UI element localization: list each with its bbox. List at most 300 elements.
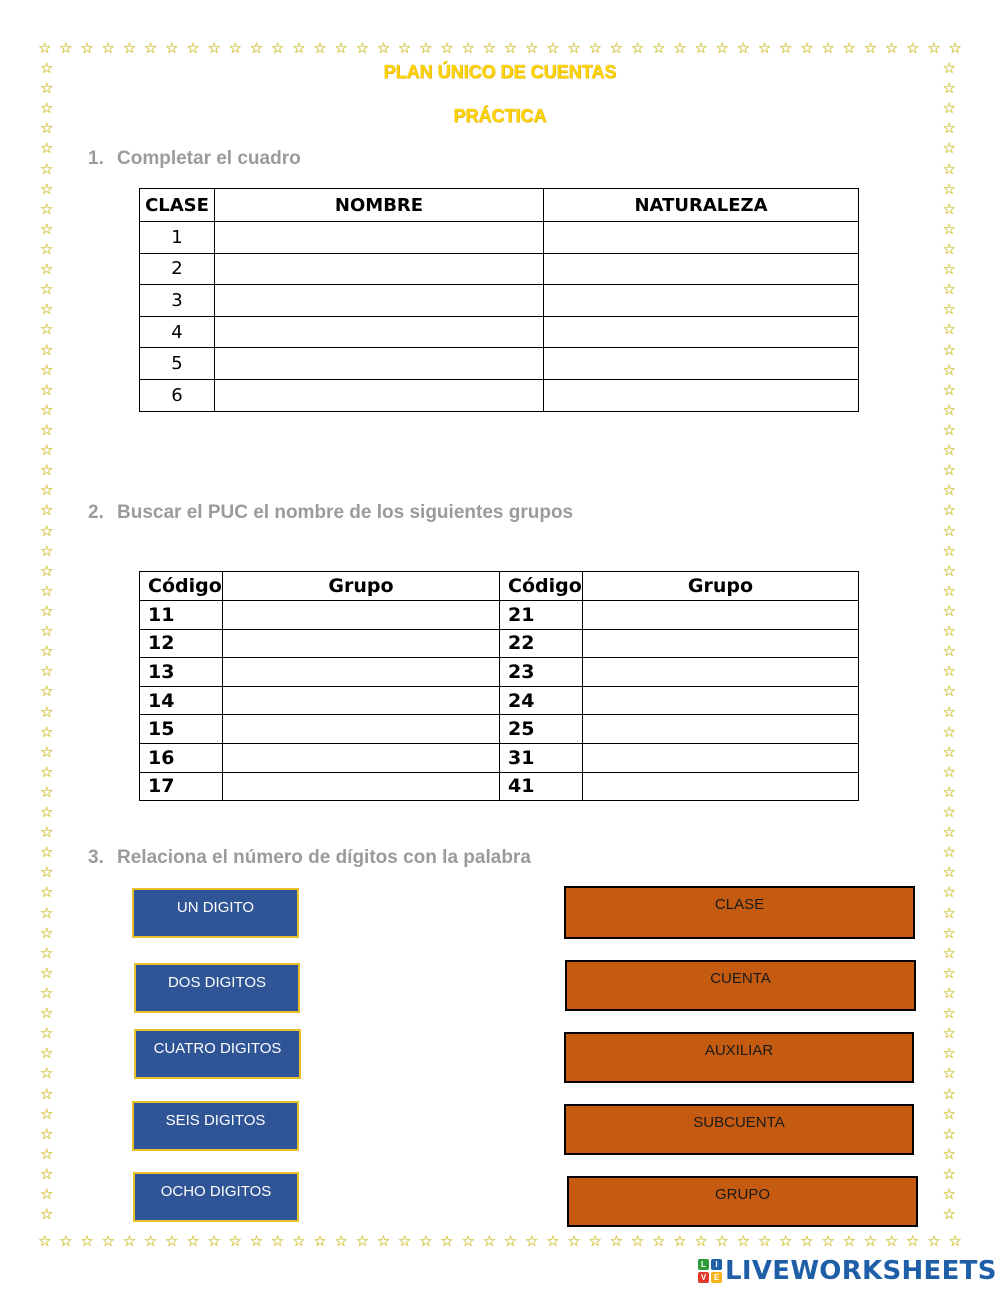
star-icon: ☆ [942, 199, 956, 218]
cell-nombre-input[interactable] [215, 222, 544, 254]
star-icon: ☆ [40, 199, 54, 218]
star-icon: ☆ [40, 300, 54, 319]
cell-codigo-left: 16 [140, 743, 223, 772]
star-icon: ☆ [38, 1232, 52, 1250]
star-icon: ☆ [292, 1232, 306, 1250]
star-icon: ☆ [397, 1232, 412, 1250]
star-icon: ☆ [942, 541, 956, 560]
worksheet-title: PLAN ÚNICO DE CUENTAS [383, 62, 617, 82]
star-icon: ☆ [165, 39, 179, 57]
star-icon: ☆ [40, 139, 54, 158]
table-row [140, 316, 859, 348]
star-icon: ☆ [40, 501, 54, 520]
star-icon: ☆ [376, 39, 391, 57]
star-icon: ☆ [942, 461, 956, 480]
cell-codigo-right: 25 [500, 715, 583, 744]
star-icon: ☆ [40, 883, 54, 902]
star-icon: ☆ [906, 1232, 920, 1250]
star-icon: ☆ [800, 39, 814, 57]
cell-codigo-left: 12 [140, 629, 223, 658]
star-icon: ☆ [334, 1232, 348, 1250]
star-icon: ☆ [482, 39, 497, 57]
cell-clase: 2 [140, 253, 215, 285]
star-icon: ☆ [143, 1232, 158, 1250]
star-icon: ☆ [942, 622, 956, 641]
header-clase: CLASE [140, 189, 215, 222]
cell-codigo-left: 17 [140, 772, 223, 801]
star-icon: ☆ [40, 1024, 54, 1043]
star-icon: ☆ [40, 159, 54, 178]
star-icon: ☆ [40, 380, 54, 399]
star-icon: ☆ [40, 521, 54, 540]
cell-codigo-left: 13 [140, 658, 223, 687]
match-left-dos-digitos[interactable]: DOS DIGITOS [134, 963, 300, 1013]
star-icon: ☆ [40, 179, 54, 198]
star-icon: ☆ [942, 903, 956, 922]
star-icon: ☆ [122, 1232, 137, 1250]
star-icon: ☆ [863, 1232, 878, 1250]
star-icon: ☆ [40, 1104, 54, 1123]
star-icon: ☆ [567, 39, 581, 57]
star-icon: ☆ [942, 943, 956, 962]
star-icon: ☆ [942, 1004, 956, 1023]
question-number: 3. [88, 847, 104, 868]
star-icon: ☆ [942, 1144, 956, 1163]
question-text: Relaciona el número de dígitos con la palabra [117, 847, 531, 868]
question-text: Buscar el PUC el nombre de los siguientes grupos [117, 502, 574, 523]
star-icon: ☆ [40, 984, 54, 1003]
star-icon: ☆ [942, 521, 956, 540]
star-icon: ☆ [228, 1232, 242, 1250]
star-icon: ☆ [567, 1232, 581, 1250]
star-icon: ☆ [942, 441, 956, 460]
star-icon: ☆ [842, 1232, 856, 1250]
table-row [140, 285, 859, 317]
star-icon: ☆ [40, 803, 54, 822]
cell-codigo-right: 22 [500, 629, 583, 658]
star-icon: ☆ [942, 803, 956, 822]
star-icon: ☆ [942, 400, 956, 419]
star-icon: ☆ [942, 702, 956, 721]
star-icon: ☆ [40, 963, 54, 982]
star-icon: ☆ [942, 1185, 956, 1204]
match-right-cuenta[interactable]: CUENTA [565, 960, 916, 1011]
star-icon: ☆ [40, 742, 54, 761]
cell-grupo-right-input[interactable] [583, 658, 859, 687]
table-row [140, 348, 859, 380]
star-icon: ☆ [40, 682, 54, 701]
star-icon: ☆ [40, 219, 54, 238]
star-icon: ☆ [419, 1232, 433, 1250]
star-icon: ☆ [651, 1232, 666, 1250]
star-icon: ☆ [715, 1232, 729, 1250]
star-icon: ☆ [942, 360, 956, 379]
star-border-bottom [38, 1233, 962, 1249]
star-icon: ☆ [40, 662, 54, 681]
star-icon: ☆ [694, 1232, 708, 1250]
cell-clase: 6 [140, 379, 215, 411]
star-icon: ☆ [942, 722, 956, 741]
star-icon: ☆ [609, 39, 624, 57]
table-row [140, 743, 859, 772]
star-icon: ☆ [40, 642, 54, 661]
star-icon: ☆ [948, 39, 962, 57]
star-icon: ☆ [40, 601, 54, 620]
star-icon: ☆ [524, 1232, 539, 1250]
star-icon: ☆ [884, 39, 899, 57]
cell-grupo-right-input[interactable] [583, 743, 859, 772]
star-icon: ☆ [40, 762, 54, 781]
star-icon: ☆ [40, 260, 54, 279]
star-icon: ☆ [927, 39, 941, 57]
star-icon: ☆ [165, 1232, 179, 1250]
star-icon: ☆ [736, 39, 751, 57]
star-icon: ☆ [942, 923, 956, 942]
star-icon: ☆ [694, 39, 708, 57]
cell-grupo-left-input[interactable] [223, 743, 500, 772]
star-icon: ☆ [757, 1232, 772, 1250]
cell-codigo-right: 23 [500, 658, 583, 687]
star-icon: ☆ [942, 1165, 956, 1184]
star-icon: ☆ [673, 1232, 687, 1250]
cell-nombre-input[interactable] [215, 348, 544, 380]
star-icon: ☆ [40, 903, 54, 922]
star-icon: ☆ [40, 239, 54, 258]
star-icon: ☆ [461, 1232, 475, 1250]
star-icon: ☆ [779, 39, 793, 57]
question-1 [88, 148, 301, 170]
star-icon: ☆ [40, 119, 54, 138]
question-3 [88, 847, 531, 869]
star-icon: ☆ [40, 561, 54, 580]
table-row [140, 772, 859, 801]
star-icon: ☆ [313, 39, 327, 57]
star-icon: ☆ [40, 782, 54, 801]
cell-grupo-right-input[interactable] [583, 715, 859, 744]
header-naturaleza: NATURALEZA [544, 189, 859, 222]
star-icon: ☆ [942, 320, 956, 339]
star-icon: ☆ [334, 39, 348, 57]
cell-naturaleza-input[interactable] [544, 285, 859, 317]
star-icon: ☆ [40, 923, 54, 942]
cell-nombre-input[interactable] [215, 285, 544, 317]
star-icon: ☆ [942, 1124, 956, 1143]
star-icon: ☆ [59, 39, 73, 57]
star-icon: ☆ [355, 1232, 370, 1250]
star-icon: ☆ [440, 39, 454, 57]
table-row [140, 629, 859, 658]
star-icon: ☆ [482, 1232, 497, 1250]
star-icon: ☆ [942, 682, 956, 701]
star-icon: ☆ [228, 39, 242, 57]
cell-grupo-left-input[interactable] [223, 658, 500, 687]
clases-table [139, 188, 859, 412]
cell-grupo-left-input[interactable] [223, 715, 500, 744]
cell-clase: 3 [140, 285, 215, 317]
star-icon: ☆ [630, 1232, 645, 1250]
star-icon: ☆ [942, 883, 956, 902]
star-icon: ☆ [942, 1064, 956, 1083]
star-icon: ☆ [942, 1205, 956, 1224]
question-number: 2. [88, 502, 104, 523]
table-row [140, 222, 859, 254]
star-icon: ☆ [249, 39, 264, 57]
star-icon: ☆ [942, 119, 956, 138]
cell-codigo-left: 14 [140, 686, 223, 715]
cell-grupo-left-input[interactable] [223, 772, 500, 801]
star-icon: ☆ [942, 1024, 956, 1043]
star-icon: ☆ [40, 1144, 54, 1163]
match-right-grupo[interactable]: GRUPO [567, 1176, 918, 1227]
table-row [140, 253, 859, 285]
star-icon: ☆ [942, 79, 956, 98]
cell-grupo-right-input[interactable] [583, 629, 859, 658]
star-icon: ☆ [673, 39, 687, 57]
star-icon: ☆ [40, 481, 54, 500]
match-right-subcuenta[interactable]: SUBCUENTA [564, 1104, 914, 1155]
star-icon: ☆ [757, 39, 772, 57]
star-icon: ☆ [101, 1232, 115, 1250]
star-icon: ☆ [942, 963, 956, 982]
star-icon: ☆ [715, 39, 729, 57]
question-text: Completar el cuadro [117, 148, 301, 169]
star-icon: ☆ [40, 823, 54, 842]
star-icon: ☆ [546, 39, 560, 57]
header-grupo-left: Grupo [223, 572, 500, 601]
star-icon: ☆ [313, 1232, 327, 1250]
cell-grupo-left-input[interactable] [223, 686, 500, 715]
star-icon: ☆ [779, 1232, 793, 1250]
star-icon: ☆ [942, 59, 956, 77]
star-icon: ☆ [588, 39, 602, 57]
star-icon: ☆ [40, 441, 54, 460]
star-icon: ☆ [40, 702, 54, 721]
star-icon: ☆ [942, 1044, 956, 1063]
star-icon: ☆ [40, 1004, 54, 1023]
star-icon: ☆ [440, 1232, 454, 1250]
star-icon: ☆ [207, 39, 221, 57]
question-number: 1. [88, 148, 104, 169]
logo-letter: L [698, 1259, 709, 1270]
star-icon: ☆ [942, 501, 956, 520]
star-icon: ☆ [942, 742, 956, 761]
star-icon: ☆ [842, 39, 856, 57]
star-icon: ☆ [40, 360, 54, 379]
star-icon: ☆ [942, 300, 956, 319]
star-icon: ☆ [942, 642, 956, 661]
star-icon: ☆ [942, 139, 956, 158]
star-icon: ☆ [292, 39, 306, 57]
star-icon: ☆ [503, 1232, 518, 1250]
logo-letter: E [711, 1272, 722, 1283]
cell-clase: 4 [140, 316, 215, 348]
star-icon: ☆ [38, 39, 52, 57]
star-icon: ☆ [942, 662, 956, 681]
star-icon: ☆ [651, 39, 666, 57]
cell-codigo-left: 15 [140, 715, 223, 744]
star-icon: ☆ [927, 1232, 941, 1250]
cell-codigo-right: 31 [500, 743, 583, 772]
match-left-cuatro-digitos[interactable]: CUATRO DIGITOS [134, 1029, 301, 1079]
cell-naturaleza-input[interactable] [544, 253, 859, 285]
cell-codigo-right: 24 [500, 686, 583, 715]
star-icon: ☆ [942, 581, 956, 600]
star-border-left [40, 60, 53, 1223]
star-icon: ☆ [942, 159, 956, 178]
table-row [140, 715, 859, 744]
star-icon: ☆ [942, 601, 956, 620]
star-icon: ☆ [942, 179, 956, 198]
star-icon: ☆ [942, 561, 956, 580]
cell-clase: 1 [140, 222, 215, 254]
logo-brand-text: LIVEWORKSHEETS [725, 1256, 997, 1286]
star-icon: ☆ [800, 1232, 814, 1250]
table-header-row [140, 189, 859, 222]
star-icon: ☆ [942, 99, 956, 118]
star-icon: ☆ [40, 461, 54, 480]
star-icon: ☆ [524, 39, 539, 57]
star-icon: ☆ [40, 1124, 54, 1143]
match-left-seis-digitos[interactable]: SEIS DIGITOS [132, 1101, 299, 1151]
logo-letter: V [698, 1272, 709, 1283]
star-icon: ☆ [40, 400, 54, 419]
header-codigo-right: Código [500, 572, 583, 601]
star-icon: ☆ [40, 541, 54, 560]
table-header-row [140, 572, 859, 601]
star-icon: ☆ [630, 39, 645, 57]
star-icon: ☆ [355, 39, 370, 57]
cell-codigo-right: 41 [500, 772, 583, 801]
star-icon: ☆ [40, 581, 54, 600]
star-icon: ☆ [40, 863, 54, 882]
star-icon: ☆ [942, 219, 956, 238]
star-icon: ☆ [40, 320, 54, 339]
star-icon: ☆ [40, 722, 54, 741]
star-icon: ☆ [942, 280, 956, 299]
star-icon: ☆ [40, 1185, 54, 1204]
table-row [140, 658, 859, 687]
star-icon: ☆ [942, 843, 956, 862]
star-icon: ☆ [942, 762, 956, 781]
star-icon: ☆ [736, 1232, 751, 1250]
star-icon: ☆ [461, 39, 475, 57]
star-icon: ☆ [588, 1232, 602, 1250]
star-icon: ☆ [40, 280, 54, 299]
match-right-auxiliar[interactable]: AUXILIAR [564, 1032, 914, 1083]
star-icon: ☆ [207, 1232, 221, 1250]
match-left-un-digito[interactable]: UN DIGITO [132, 888, 299, 938]
header-grupo-right: Grupo [583, 572, 859, 601]
star-icon: ☆ [884, 1232, 899, 1250]
star-border-top [38, 40, 962, 56]
star-icon: ☆ [942, 823, 956, 842]
cell-naturaleza-input[interactable] [544, 379, 859, 411]
cell-grupo-left-input[interactable] [223, 601, 500, 630]
star-icon: ☆ [40, 843, 54, 862]
star-icon: ☆ [40, 1064, 54, 1083]
star-icon: ☆ [40, 1165, 54, 1184]
star-icon: ☆ [40, 59, 54, 77]
star-icon: ☆ [942, 984, 956, 1003]
star-icon: ☆ [40, 1084, 54, 1103]
question-2 [88, 502, 573, 524]
cell-grupo-right-input[interactable] [583, 772, 859, 801]
star-icon: ☆ [906, 39, 920, 57]
star-icon: ☆ [270, 1232, 285, 1250]
star-icon: ☆ [40, 99, 54, 118]
star-icon: ☆ [942, 782, 956, 801]
star-icon: ☆ [948, 1232, 962, 1250]
star-icon: ☆ [80, 39, 94, 57]
cell-nombre-input[interactable] [215, 316, 544, 348]
star-icon: ☆ [863, 39, 878, 57]
match-left-ocho-digitos[interactable]: OCHO DIGITOS [133, 1172, 299, 1222]
star-icon: ☆ [249, 1232, 264, 1250]
cell-grupo-left-input[interactable] [223, 629, 500, 658]
cell-codigo-left: 11 [140, 601, 223, 630]
cell-grupo-right-input[interactable] [583, 601, 859, 630]
star-icon: ☆ [397, 39, 412, 57]
star-icon: ☆ [40, 1044, 54, 1063]
star-icon: ☆ [942, 340, 956, 359]
cell-nombre-input[interactable] [215, 253, 544, 285]
star-icon: ☆ [59, 1232, 73, 1250]
star-icon: ☆ [40, 622, 54, 641]
star-icon: ☆ [40, 340, 54, 359]
star-icon: ☆ [942, 1104, 956, 1123]
star-icon: ☆ [270, 39, 285, 57]
star-icon: ☆ [942, 1084, 956, 1103]
cell-codigo-right: 21 [500, 601, 583, 630]
star-icon: ☆ [40, 79, 54, 98]
star-icon: ☆ [942, 420, 956, 439]
star-icon: ☆ [821, 39, 835, 57]
logo-letter: I [711, 1259, 722, 1270]
star-icon: ☆ [186, 39, 200, 57]
star-border-right [943, 60, 956, 1223]
star-icon: ☆ [376, 1232, 391, 1250]
table-row [140, 686, 859, 715]
star-icon: ☆ [942, 481, 956, 500]
cell-nombre-input[interactable] [215, 379, 544, 411]
star-icon: ☆ [419, 39, 433, 57]
cell-clase: 5 [140, 348, 215, 380]
table-row [140, 601, 859, 630]
star-icon: ☆ [942, 260, 956, 279]
star-icon: ☆ [40, 1205, 54, 1224]
star-icon: ☆ [80, 1232, 94, 1250]
star-icon: ☆ [40, 420, 54, 439]
star-icon: ☆ [942, 863, 956, 882]
star-icon: ☆ [609, 1232, 624, 1250]
header-codigo-left: Código [140, 572, 223, 601]
star-icon: ☆ [122, 39, 137, 57]
star-icon: ☆ [942, 380, 956, 399]
liveworksheets-logo [698, 1256, 997, 1286]
table-row [140, 379, 859, 411]
worksheet-subtitle: PRÁCTICA [453, 106, 547, 126]
cell-naturaleza-input[interactable] [544, 316, 859, 348]
star-icon: ☆ [546, 1232, 560, 1250]
star-icon: ☆ [186, 1232, 200, 1250]
star-icon: ☆ [40, 943, 54, 962]
match-right-clase[interactable]: CLASE [564, 886, 915, 939]
star-icon: ☆ [101, 39, 115, 57]
cell-naturaleza-input[interactable] [544, 348, 859, 380]
cell-naturaleza-input[interactable] [544, 222, 859, 254]
logo-mark-icon [698, 1259, 722, 1283]
cell-grupo-right-input[interactable] [583, 686, 859, 715]
